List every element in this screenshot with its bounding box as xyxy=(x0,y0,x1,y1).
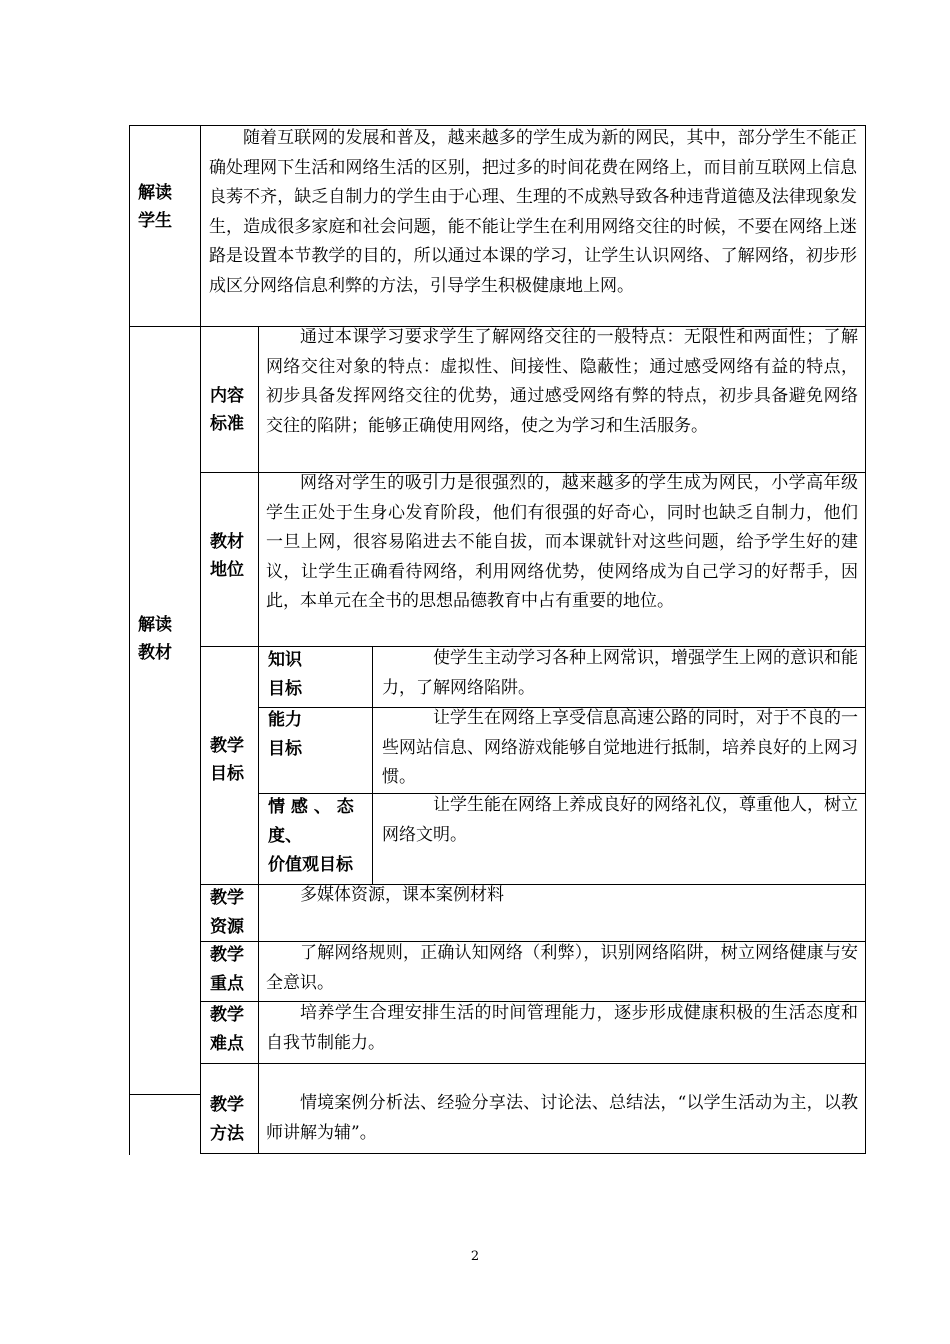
resources-text: 多媒体资源，课本案例材料 xyxy=(300,885,504,905)
label-line: 教学 xyxy=(210,888,244,908)
knowledge-objective-text: 使学生主动学习各种上网常识，增强学生上网的意识和能力，了解网络陷阱。 xyxy=(382,648,858,698)
label-line: 解读 xyxy=(138,615,172,635)
label-line: 重点 xyxy=(210,974,244,994)
label-line: 能力 xyxy=(268,710,302,730)
textbook-section-label xyxy=(138,611,172,667)
table-border-bottom xyxy=(200,1153,866,1154)
difficulties-text: 培养学生合理安排生活的时间管理能力，逐步形成健康积极的生活态度和自我节制能力。 xyxy=(266,1003,858,1053)
label-line: 学生 xyxy=(138,211,172,231)
label-line: 教学 xyxy=(210,945,244,965)
student-section-label xyxy=(138,179,172,235)
label-line: 目标 xyxy=(268,739,302,759)
table-border-left xyxy=(129,125,130,1155)
emotion-objective-label xyxy=(268,793,368,880)
key-points-text: 了解网络规则，正确认知网络（利弊），识别网络陷阱，树立网络健康与安全意识。 xyxy=(266,943,858,993)
column-divider xyxy=(258,326,259,1154)
textbook-position-text: 网络对学生的吸引力是很强烈的，越来越多的学生成为网民，小学高年级学生正处于生身心发育阶段，他们有很强的好奇心，同时也缺乏自制力，他们一旦上网，很容易陷进去不能自拔，而本课就针对这些问题，给予学生好的建议，让学生正确看待网络，利用网络优势，使网络成为自己学习的好帮手，因此，本单元在全书的思想品德教育中占有重要的地位。 xyxy=(266,473,858,611)
label-line: 难点 xyxy=(210,1034,244,1054)
row-divider xyxy=(200,1063,866,1064)
table-border-right xyxy=(865,125,866,1154)
label-line: 方法 xyxy=(210,1124,244,1144)
label-line: 教材 xyxy=(210,532,244,552)
label-line: 资源 xyxy=(210,917,244,937)
content-standard-text: 通过本课学习要求学生了解网络交往的一般特点：无限性和两面性；了解网络交往对象的特点：虚拟性、间接性、隐蔽性；通过感受网络有益的特点，初步具备发挥网络交往的优势，通过感受网络有弊的特点，初步具备避免网络交往的陷阱；能够正确使用网络，使之为学习和生活服务。 xyxy=(266,327,858,436)
content-standard-label xyxy=(210,382,244,438)
label-line: 地位 xyxy=(210,560,244,580)
label-line: 教学 xyxy=(210,736,244,756)
page-number: 2 xyxy=(470,1249,480,1264)
difficulties-label xyxy=(210,1001,244,1059)
methods-text: 情境案例分析法、经验分享法、讨论法、总结法，“以学生活动为主，以教师讲解为辅”。 xyxy=(266,1093,858,1143)
key-points-label xyxy=(210,941,244,999)
row-divider xyxy=(129,1094,200,1095)
textbook-position-label xyxy=(210,528,244,584)
label-line: 情 感 、 态 xyxy=(268,797,354,817)
resources-label xyxy=(210,884,244,942)
methods-label xyxy=(210,1091,244,1149)
knowledge-objective-label xyxy=(268,646,302,704)
emotion-objective-text: 让学生能在网络上养成良好的网络礼仪，尊重他人，树立网络文明。 xyxy=(382,795,858,845)
label-line: 度、 xyxy=(268,826,302,846)
student-text: 随着互联网的发展和普及，越来越多的学生成为新的网民，其中，部分学生不能正确处理网下生活和网络生活的区别，把过多的时间花费在网络上，而目前互联网上信息良莠不齐，缺乏自制力的学生由于心理、生理的不成熟导致各种违背道德及法律现象发生，造成很多家庭和社会问题，能不能让学生在利用网络交往的时候，不要在网络上迷路是设置本节教学的目的，所以通过本课的学习，让学生认识网络、了解网络，初步形成区分网络信息利弊的方法，引导学生积极健康地上网。 xyxy=(209,128,857,296)
label-line: 目标 xyxy=(210,764,244,784)
objectives-label xyxy=(210,732,244,788)
ability-objective-label xyxy=(268,706,302,764)
label-line: 教学 xyxy=(210,1095,244,1115)
label-line: 目标 xyxy=(268,679,302,699)
label-line: 标准 xyxy=(210,414,244,434)
label-line: 知识 xyxy=(268,650,302,670)
label-line: 教学 xyxy=(210,1005,244,1025)
label-line: 解读 xyxy=(138,183,172,203)
label-line: 教材 xyxy=(138,643,172,663)
column-divider xyxy=(200,125,201,1154)
label-line: 价值观目标 xyxy=(268,855,353,875)
column-divider xyxy=(372,646,373,884)
label-line: 内容 xyxy=(210,386,244,406)
ability-objective-text: 让学生在网络上享受信息高速公路的同时，对于不良的一些网站信息、网络游戏能够自觉地进行抵制，培养良好的上网习惯。 xyxy=(382,708,858,787)
